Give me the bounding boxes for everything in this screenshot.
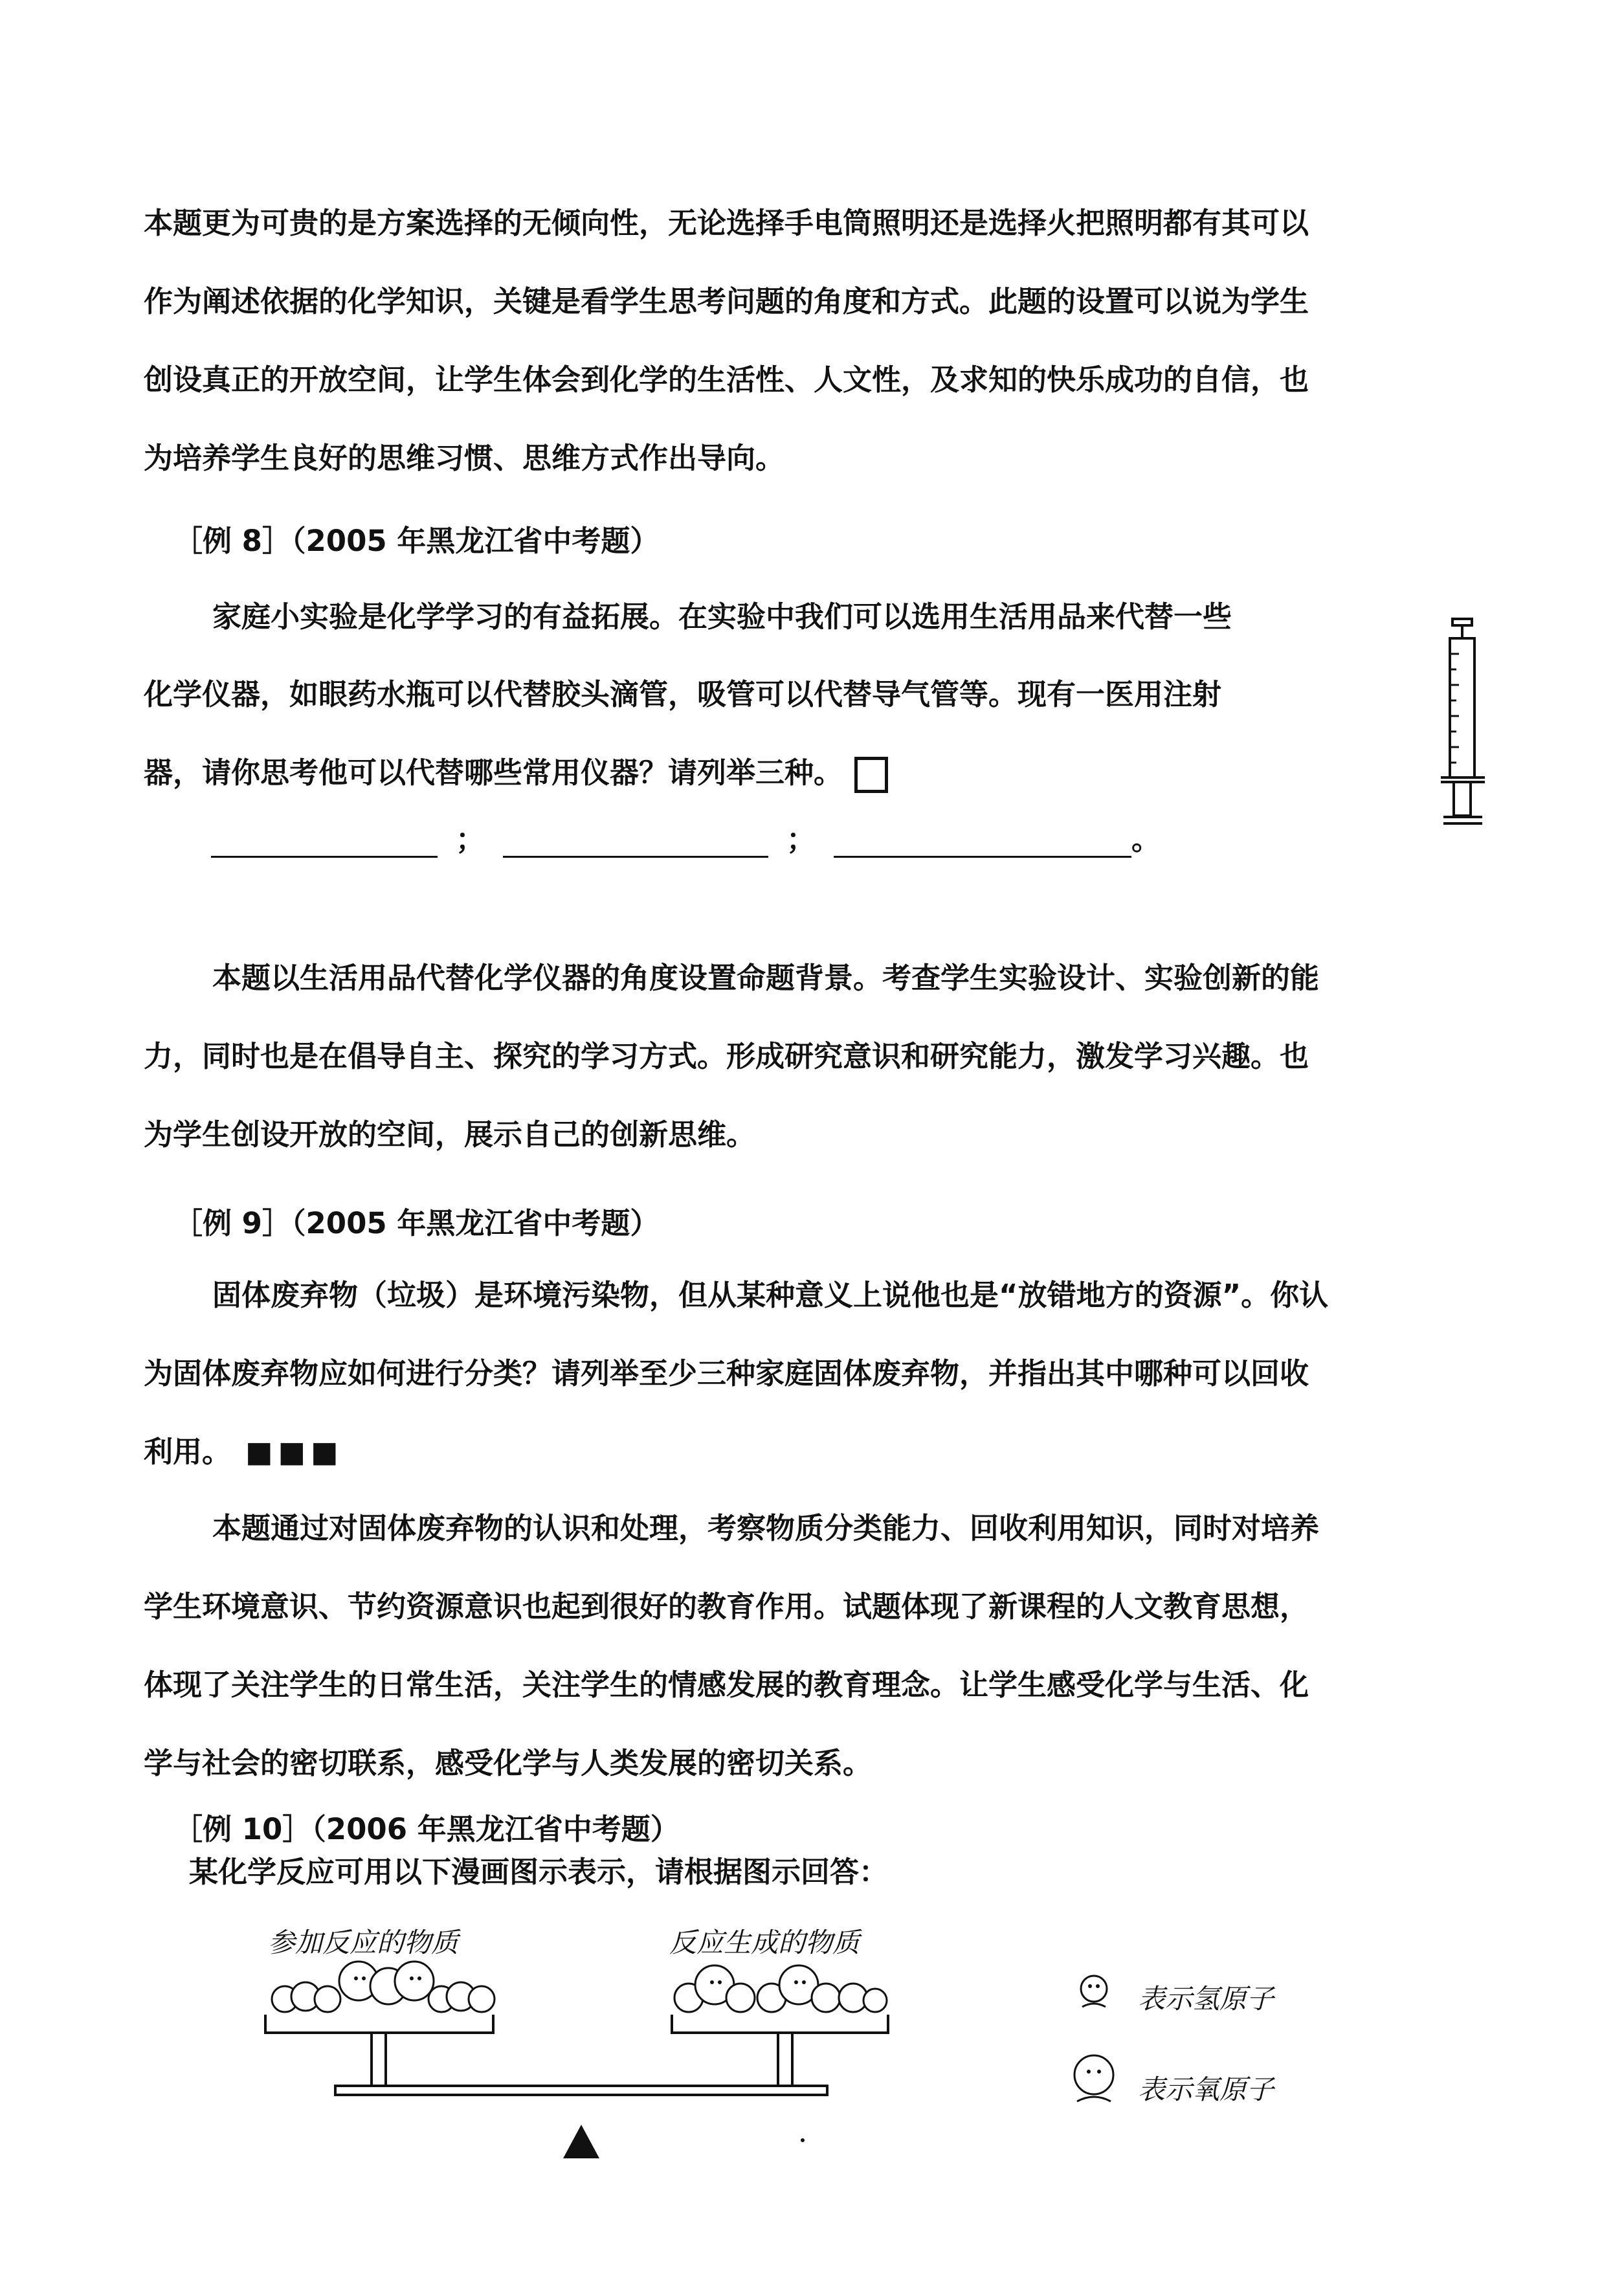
text-line: 为固体废弃物应如何进行分类？请列举至少三种家庭固体废弃物，并指出其中哪种可以回收 [144, 1356, 1309, 1391]
text-line: 学与社会的密切联系，感受化学与人类发展的密切关系。 [144, 1746, 873, 1780]
text-line: 为培养学生良好的思维习惯、思维方式作出导向。 [144, 441, 785, 475]
text-line: 本题通过对固体废弃物的认识和处理，考察物质分类能力、回收利用知识，同时对培养 [212, 1511, 1320, 1545]
text-line: 化学仪器，如眼药水瓶可以代替胶头滴管，吸管可以代替导气管等。现有一医用注射 [144, 677, 1222, 711]
text-span: 利用。 [144, 1435, 232, 1469]
text-line: 作为阐述依据的化学知识，关键是看学生思考问题的角度和方式。此题的设置可以说为学生 [144, 284, 1309, 319]
reactants-label: 参加反应的物质 [268, 1927, 459, 1958]
text-line: 为学生创设开放的空间，展示自己的创新思维。 [144, 1117, 756, 1152]
product-molecules-icon [674, 1965, 887, 2012]
text-line: 固体废弃物（垃圾）是环境污染物，但从某种意义上说他也是“放错地方的资源”。你认 [212, 1278, 1329, 1312]
products-label: 反应生成的物质 [669, 1927, 860, 1958]
text-line: 学生环境意识、节约资源意识也起到很好的教育作用。试题体现了新课程的人文教育思想， [144, 1589, 1309, 1624]
example-10-title: ［例 10］（2006 年黑龙江省中考题） [173, 1812, 680, 1846]
blank-end: 。 [1131, 822, 1161, 856]
blank-separator: ； [456, 822, 485, 856]
hydrogen-atom-icon [1081, 1976, 1107, 2007]
legend-hydrogen-label: 表示氢原子 [1138, 1983, 1274, 2015]
score-squares: ■■■ [245, 1435, 344, 1469]
oxygen-atom-icon [1074, 2055, 1113, 2101]
example-9-title: ［例 9］（2005 年黑龙江省中考题） [173, 1206, 660, 1240]
text-line: 本题更为可贵的是方案选择的无倾向性，无论选择手电筒照明还是选择火把照明都有其可以 [144, 206, 1309, 240]
text-line: 力，同时也是在倡导自主、探究的学习方式。形成研究意识和研究能力，激发学习兴趣。也 [144, 1039, 1309, 1073]
text-line: 家庭小实验是化学学习的有益拓展。在实验中我们可以选用生活用品来代替一些 [212, 599, 1232, 634]
example-10-prompt: 某化学反应可用以下漫画图示表示，请根据图示回答： [189, 1855, 889, 1889]
text-line: 创设真正的开放空间，让学生体会到化学的生活性、人文性，及求知的快乐成功的自信，也 [144, 363, 1309, 397]
blank-separator: ； [786, 822, 816, 856]
text-line: 体现了关注学生的日常生活，关注学生的情感发展的教育理念。让学生感受化学与生活、化 [144, 1668, 1309, 1702]
legend-oxygen-label: 表示氧原子 [1138, 2074, 1274, 2105]
text-line: 本题以生活用品代替化学仪器的角度设置命题背景。考查学生实验设计、实验创新的能 [212, 961, 1320, 995]
reactant-molecules-icon [272, 1962, 495, 2012]
example-8-title: ［例 8］（2005 年黑龙江省中考题） [173, 524, 660, 558]
text-span: 器，请你思考他可以代替哪些常用仪器？请列举三种。 [144, 755, 843, 790]
fulcrum-icon [563, 2125, 599, 2158]
